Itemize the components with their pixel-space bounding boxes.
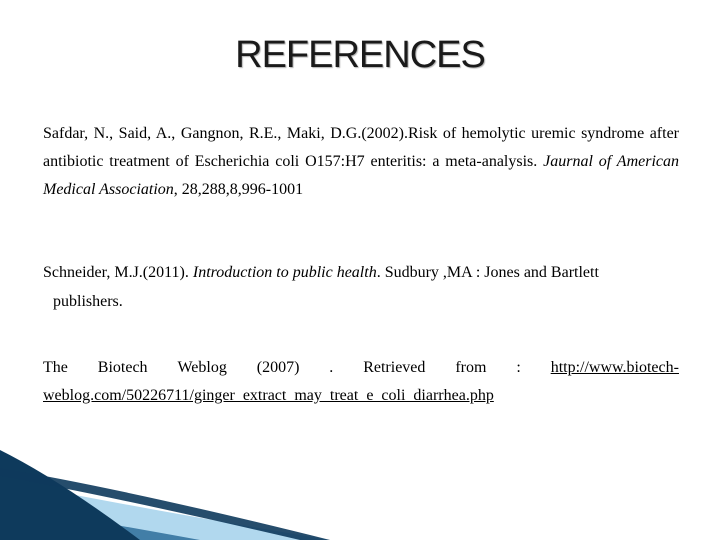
reference-word: (2007)	[256, 359, 300, 376]
reference-citation-details: , 28,288,8,996-1001	[173, 181, 304, 198]
book-title: Introduction to public health	[192, 264, 377, 281]
reference-url-link-part2[interactable]: weblog.com/50226711/ginger_extract_may_treat_e_coli_diarrhea.php	[43, 387, 494, 404]
reference-publisher-continued: publishers.	[53, 293, 123, 310]
reference-word: Biotech	[97, 359, 148, 376]
page-title: REFERENCES	[235, 34, 485, 76]
reference-word: .	[329, 359, 334, 376]
reference-entry-safdar	[43, 120, 679, 204]
reference-word: Weblog	[177, 359, 227, 376]
reference-first-line	[43, 354, 679, 382]
reference-text: Safdar, N., Said, A., Gangnon, R.E., Maki, D.G.(2002).Risk of hemolytic uremic syndrome after antibiotic treatment of Escherichia coli O157:H7 enteritis: a meta-analysis.	[43, 125, 679, 170]
reference-url-link-part1[interactable]: http://www.biotech-	[550, 359, 679, 376]
corner-wave-decoration	[0, 450, 330, 540]
reference-word: :	[516, 359, 521, 376]
reference-word: The	[43, 359, 68, 376]
reference-word: Retrieved	[363, 359, 426, 376]
reference-publisher: . Sudbury ,MA : Jones and Bartlett	[376, 264, 599, 281]
reference-text: Schneider, M.J.(2011).	[43, 264, 193, 281]
reference-entry-biotech-weblog	[43, 354, 679, 410]
journal-title: Jaurnal of American Medical Association	[43, 153, 679, 198]
reference-entry-schneider	[43, 258, 679, 316]
reference-word: from	[455, 359, 487, 376]
